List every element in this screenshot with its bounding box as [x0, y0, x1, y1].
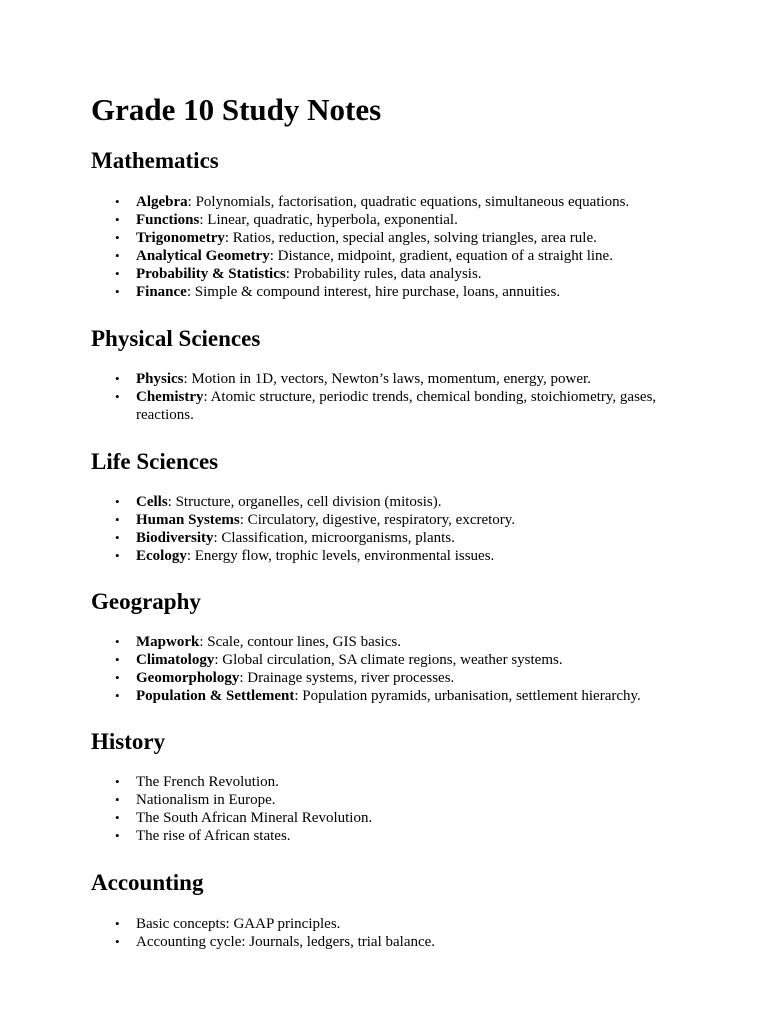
item-term: Population & Settlement [136, 688, 295, 704]
item-text: : Polynomials, factorisation, quadratic equations, simultaneous equations. [187, 194, 630, 210]
section-heading-life-sciences: Life Sciences [91, 449, 219, 474]
list-item [136, 247, 678, 265]
item-text: : Classification, microorganisms, plants. [213, 530, 455, 546]
list-item [136, 511, 678, 529]
item-text: : Probability rules, data analysis. [285, 266, 482, 282]
item-text: : Ratios, reduction, special angles, solving triangles, area rule. [224, 230, 597, 246]
section-heading-physical-sciences: Physical Sciences [91, 326, 261, 351]
list-item [136, 388, 678, 424]
item-term: Functions [136, 212, 200, 228]
list-item: • Accounting cycle: Journals, ledgers, trial balance. [136, 933, 678, 951]
item-term: Biodiversity [136, 530, 214, 546]
list-item: • The French Revolution. [136, 773, 678, 791]
item-term: Algebra [136, 194, 188, 210]
list-item [136, 529, 678, 547]
section-heading-accounting: Accounting [91, 870, 204, 895]
list-item [136, 547, 678, 565]
item-term: Mapwork [136, 634, 200, 650]
item-text: : Energy flow, trophic levels, environmental issues. [186, 548, 495, 564]
item-term: Geomorphology [136, 670, 240, 686]
mathematics-list [91, 193, 678, 301]
list-item: • The South African Mineral Revolution. [136, 809, 678, 827]
section-heading-history: History [91, 729, 166, 754]
list-item [136, 265, 678, 283]
list-item: • Basic concepts: GAAP principles. [136, 915, 678, 933]
item-term: Analytical Geometry [136, 248, 270, 264]
document-title: Grade 10 Study Notes [91, 92, 382, 127]
list-item: • Nationalism in Europe. [136, 791, 678, 809]
list-item [136, 633, 678, 651]
item-text: : Distance, midpoint, gradient, equation of a straight line. [269, 248, 613, 264]
history-list [91, 773, 678, 845]
item-term: Climatology [136, 652, 215, 668]
list-item [136, 687, 678, 705]
list-item [136, 211, 678, 229]
item-text: : Scale, contour lines, GIS basics. [199, 634, 401, 650]
item-term: Physics [136, 371, 184, 387]
item-term: Probability & Statistics [136, 266, 286, 282]
section-heading-mathematics: Mathematics [91, 148, 219, 173]
list-item [136, 229, 678, 247]
geography-list [91, 633, 678, 705]
item-term: Chemistry [136, 389, 204, 405]
item-term: Trigonometry [136, 230, 225, 246]
item-text: : Structure, organelles, cell division (mitosis). [167, 494, 442, 510]
item-term: Cells [136, 494, 168, 510]
list-item: • The rise of African states. [136, 827, 678, 845]
item-text: : Global circulation, SA climate regions, weather systems. [214, 652, 563, 668]
item-term: Finance [136, 284, 187, 300]
section-heading-geography: Geography [91, 589, 201, 614]
list-item [136, 283, 678, 301]
list-item [136, 193, 678, 211]
item-text: : Linear, quadratic, hyperbola, exponential. [199, 212, 458, 228]
item-term: Human Systems [136, 512, 240, 528]
item-text: : Simple & compound interest, hire purchase, loans, annuities. [186, 284, 561, 300]
life-sciences-list [91, 493, 678, 565]
item-text: : Circulatory, digestive, respiratory, excretory. [239, 512, 516, 528]
item-text: : Atomic structure, periodic trends, chemical bonding, stoichiometry, gases, reactions. [136, 389, 657, 423]
item-term: Ecology [136, 548, 187, 564]
accounting-list [91, 915, 678, 951]
list-item [136, 493, 678, 511]
list-item [136, 370, 678, 388]
list-item [136, 651, 678, 669]
physical-sciences-list [91, 370, 678, 424]
item-text: : Population pyramids, urbanisation, settlement hierarchy. [294, 688, 641, 704]
item-text: : Motion in 1D, vectors, Newton’s laws, momentum, energy, power. [183, 371, 591, 387]
item-text: : Drainage systems, river processes. [239, 670, 455, 686]
list-item [136, 669, 678, 687]
